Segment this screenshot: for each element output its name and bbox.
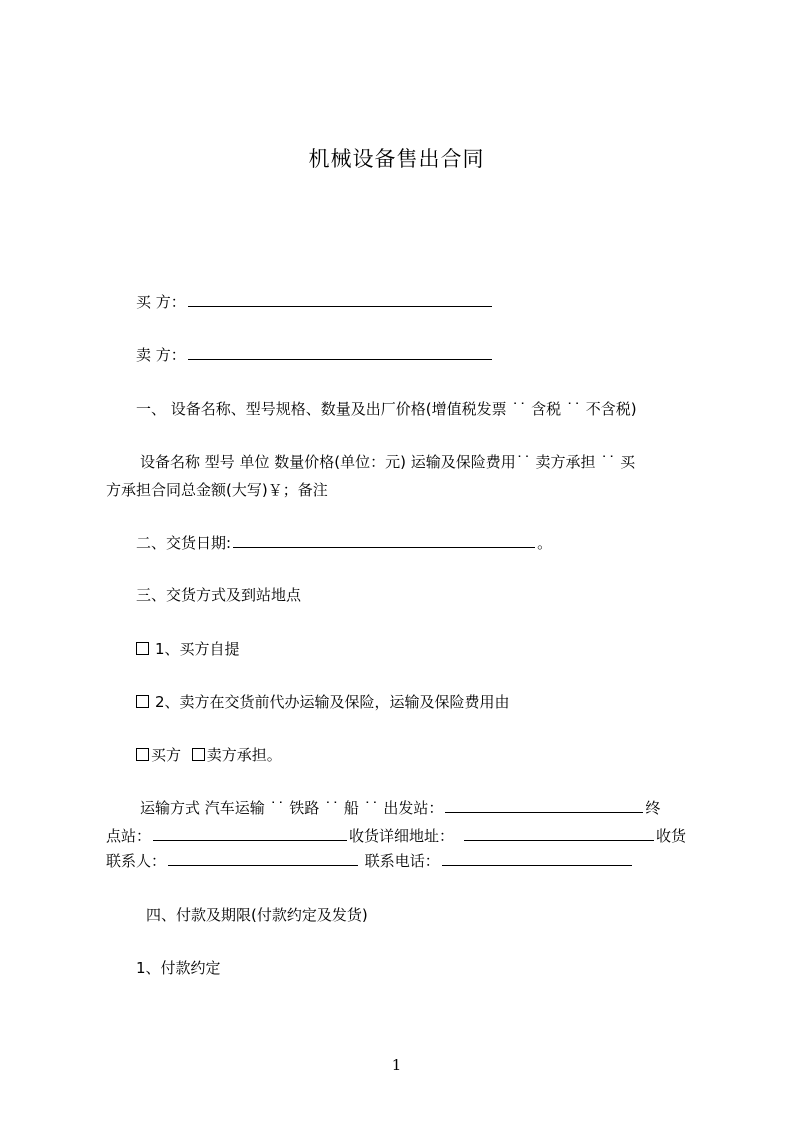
transport-method-label: 运输方式 汽车运输 ˙˙ 铁路 ˙˙ 船 ˙˙ 出发站： [140,799,444,817]
option2-label: 2、卖方在交货前代办运输及保险，运输及保险费用由 [155,693,510,711]
delivery-date-line [136,532,552,554]
buyer-line [136,291,494,313]
seller-label: 卖 方： [136,346,186,364]
delivery-date-blank[interactable] [233,533,535,548]
payment-terms: 1、付款约定 [136,959,221,977]
terminal-prefix: 终 [645,799,661,817]
document-title: 机械设备售出合同 [308,147,485,171]
page-number: 1 [391,1056,402,1074]
delivery-address-label: 收货详细地址： [349,827,455,845]
checkbox-bearer-seller[interactable] [192,748,205,761]
receiver-prefix: 收货 [656,827,687,845]
transport-line3 [106,850,634,872]
checkbox-bearer-buyer[interactable] [136,748,149,761]
section4-heading: 四、付款及期限(付款约定及发货) [146,906,368,924]
contact-phone-blank[interactable] [442,851,632,866]
contact-phone-label: 联系电话： [360,852,440,870]
transport-line1 [140,797,660,819]
contact-person-blank[interactable] [168,851,358,866]
option-seller-transport [136,691,510,713]
table-header-line2: 方承担合同总金额(大写)￥；备注 [106,481,328,499]
bearer-buyer-label: 买方 [151,746,182,764]
delivery-date-end: 。 [537,534,553,552]
buyer-blank[interactable] [188,292,492,307]
bearer-seller-label: 卖方承担。 [206,746,282,764]
section1-heading: 一、 设备名称、型号规格、数量及出厂价格(增值税发票 ˙˙ 含税 ˙˙ 不含税) [136,400,637,418]
buyer-label: 买 方： [136,293,186,311]
option1-label: 1、买方自提 [155,640,240,658]
section3-heading: 三、交货方式及到站地点 [136,586,302,604]
cost-bearer-line [136,744,282,766]
contact-person-label: 联系人： [106,852,167,870]
checkbox-buyer-pickup[interactable] [136,642,149,655]
transport-line2 [106,825,686,847]
table-header-line1: 设备名称 型号 单位 数量价格(单位：元) 运输及保险费用˙˙ 卖方承担 ˙˙ 买 [140,453,636,471]
delivery-address-blank[interactable] [464,826,654,841]
seller-blank[interactable] [188,345,492,360]
delivery-date-label: 二、交货日期: [136,534,232,552]
checkbox-seller-transport[interactable] [136,695,149,708]
seller-line [136,344,494,366]
terminal-station-blank[interactable] [153,826,347,841]
departure-station-blank[interactable] [445,798,643,813]
option-buyer-pickup [136,638,240,660]
terminal-label: 点站： [106,827,152,845]
